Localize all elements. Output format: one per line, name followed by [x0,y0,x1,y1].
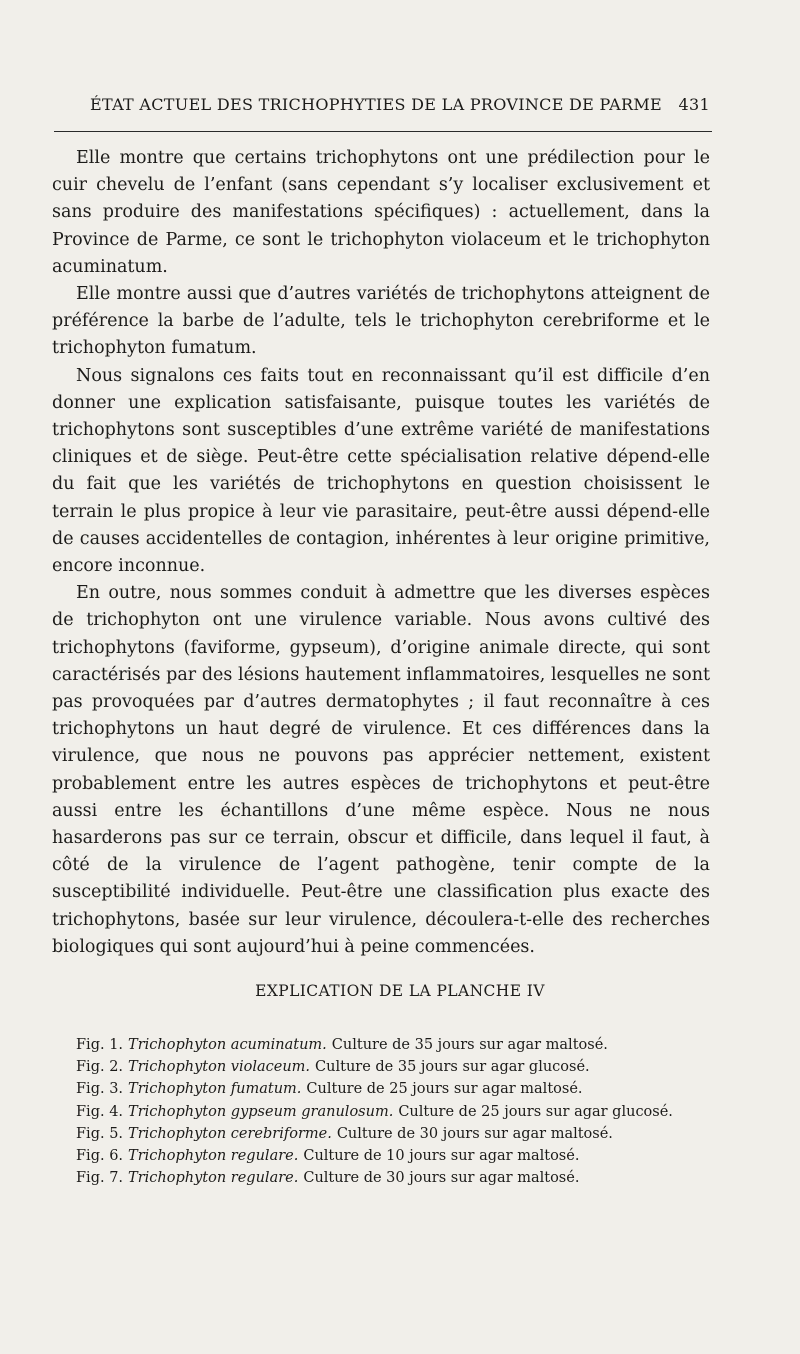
figure-legend-item [76,1078,716,1100]
figure-legend-item [76,1123,716,1145]
figure-species: Trichophyton acuminatum. [128,1037,327,1053]
figure-description: Culture de 10 jours sur agar maltosé. [303,1148,580,1165]
figure-species: Trichophyton regulare. [128,1170,299,1187]
figure-label: Fig. 4. [76,1103,124,1120]
section-title: EXPLICATION DE LA PLANCHE IV [255,982,545,1000]
figure-description: Culture de 30 jours sur agar maltosé. [303,1170,580,1187]
figure-label: Fig. 1. [76,1037,124,1053]
figure-species: Trichophyton fumatum. [128,1081,302,1098]
figure-species: Trichophyton violaceum. [128,1059,311,1076]
figure-label: Fig. 2. [76,1059,124,1076]
figure-label: Fig. 6. [76,1148,124,1165]
paragraph: En outre, nous sommes conduit à admettre que les diverses espèces de trichophyton ont une virulence variable. Nous avons cultivé des trichophytons (faviforme, gypseum), d’origine animale directe, qui sont caractérisés par des lésions hautement inflammatoires, lesquelles ne sont pas provoquées par d’autres dermatophytes ; il faut reconnaître à ces trichophytons un haut degré de virulence. Et ces différences dans la virulence, que nous ne pouvons pas apprécier nettement, existent probablement entre les autres espèces de trichophytons et peut-être aussi entre les échantillons d’une même espèce. Nous ne nous hasarderons pas sur ce terrain, obscur et difficile, dans lequel il faut, à côté de la virulence de l’agent pathogène, tenir compte de la susceptibilité individuelle. Peut-être une classification plus exacte des trichophytons, basée sur leur virulence, découlera-t-elle des recherches biologiques qui sont aujourd’hui à peine commencées. [52,583,710,957]
figure-description: Culture de 25 jours sur agar glucosé. [398,1103,673,1120]
figure-label: Fig. 3. [76,1081,124,1098]
figure-legend-item [76,1101,716,1123]
figure-description: Culture de 30 jours sur agar maltosé. [336,1125,613,1142]
paragraph: Nous signalons ces faits tout en reconnaissant qu’il est difficile d’en donner une explication satisfaisante, puisque toutes les variétés de trichophytons sont susceptibles d’une extrême variété de manifestations cliniques et de siège. Peut-être cette spécialisation relative dépend-elle du fait que les variétés de trichophytons en question choisissent le terrain le plus propice à leur vie parasitaire, peut-être aussi dépend-elle de causes accidentelles de contagion, inhérentes à leur origine primitive, encore inconnue. [52,365,710,577]
figure-label: Fig. 7. [76,1170,124,1187]
page-number: 431 [678,95,710,114]
figure-legend-item [76,1145,716,1167]
figure-legend-item [76,1056,716,1078]
figure-species: Trichophyton regulare. [128,1148,299,1165]
running-header [90,95,710,114]
figure-description: Culture de 25 jours sur agar maltosé. [306,1081,583,1098]
figure-species: Trichophyton cerebriforme. [128,1125,332,1142]
figure-description: Culture de 35 jours sur agar glucosé. [315,1059,590,1076]
header-rule [54,131,712,132]
figure-legend-item [76,1167,716,1189]
figure-legend-item [76,1034,716,1056]
figure-description: Culture de 35 jours sur agar maltosé. [331,1037,608,1053]
body-text [52,145,710,961]
paragraph: Elle montre que certains trichophytons ont une prédilection pour le cuir chevelu de l’enfant (sans cependant s’y localiser exclusivement et sans produire des manifestations spécifiques) : actuellement, dans la Province de Parme, ce sont le trichophyton violaceum et le trichophyton acuminatum. [52,148,710,277]
figure-label: Fig. 5. [76,1125,124,1142]
figure-legend-list [76,1034,716,1189]
paragraph: Elle montre aussi que d’autres variétés de trichophytons atteignent de préférence la barbe de l’adulte, tels le trichophyton cerebriforme et le trichophyton fumatum. [52,284,710,359]
figure-species: Trichophyton gypseum granulosum. [128,1103,394,1120]
running-title: ÉTAT ACTUEL DES TRICHOPHYTIES DE LA PROVINCE DE PARME [90,95,663,114]
